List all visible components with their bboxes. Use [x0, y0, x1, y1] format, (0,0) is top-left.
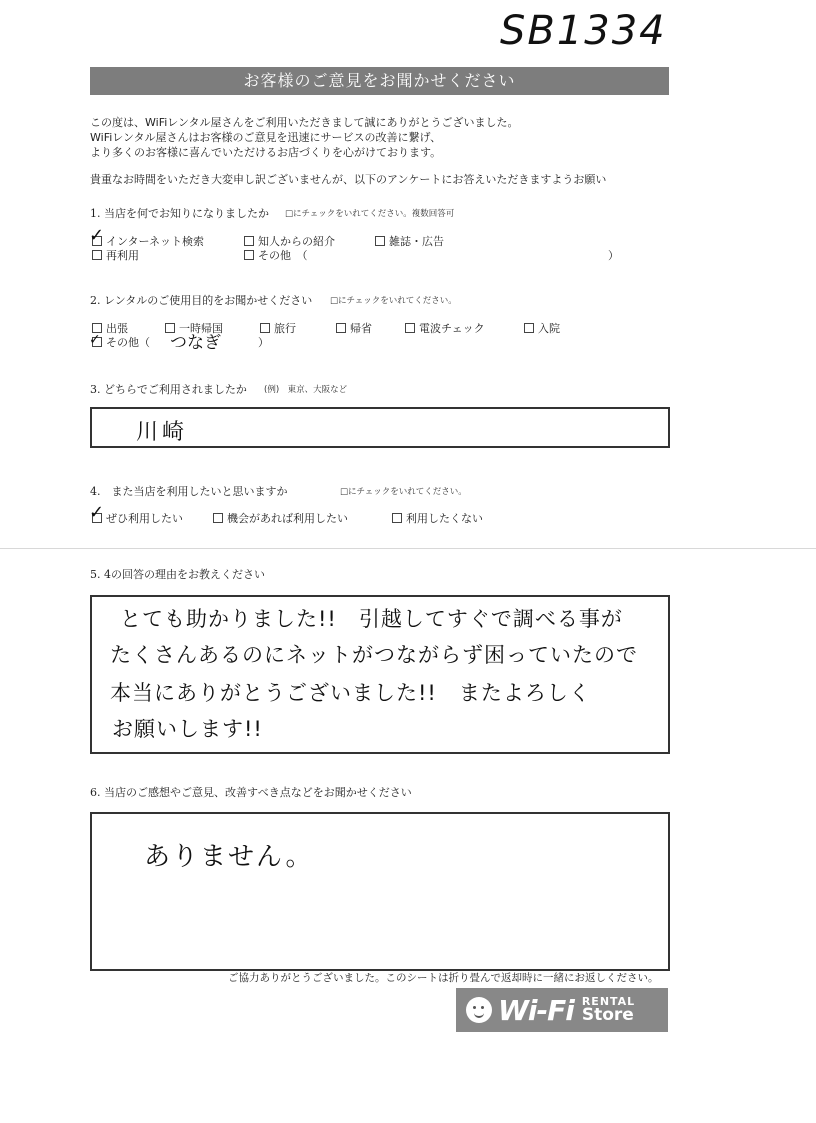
logo-rental-text: RENTAL [581, 995, 636, 1008]
page-title: お客様のご意見をお聞かせください [90, 67, 669, 95]
logo-store-text: Store [581, 1005, 634, 1025]
checkbox-checked[interactable] [89, 502, 105, 523]
footer-thanks: ご協力ありがとうございました。このシートは折り畳んで返却時に一緒にお返しください。 [228, 972, 659, 984]
q1-option-other[interactable] [244, 247, 308, 263]
q4-option-definitely[interactable] [89, 502, 183, 526]
q1-other-close: ） [608, 249, 619, 262]
q6-answer-box[interactable] [90, 812, 670, 971]
q5-answer-box[interactable] [90, 595, 670, 754]
checkbox-checked[interactable] [89, 225, 105, 246]
option-label: 旅行 [274, 322, 296, 335]
q2-label: 2. レンタルのご使用目的をお聞かせください [90, 294, 313, 307]
option-label: インターネット検索 [106, 235, 205, 248]
checkbox[interactable] [405, 323, 415, 333]
checkbox[interactable] [260, 323, 270, 333]
logo-main-text: Wi-Fi [498, 993, 574, 1027]
q3-example: (例) 東京、大阪など [264, 385, 348, 395]
checkbox[interactable] [244, 250, 254, 260]
intro-line-2: WiFiレンタル屋さんはお客様のご意見を迅速にサービスの改善に繋げ、 [90, 131, 442, 144]
q4-option-maybe[interactable] [213, 510, 348, 526]
checkbox[interactable] [524, 323, 534, 333]
q2-other-close: ） [258, 336, 269, 349]
q5-answer-line-3: 本当にありがとうございました!! またよろしく [110, 681, 591, 705]
option-label: 電波チェック [419, 322, 485, 335]
option-label: 雑誌・広告 [389, 235, 444, 248]
intro-line-3: より多くのお客様に喜んでいただけるお店づくりを心がけております。 [90, 146, 442, 159]
q1-option-reuse[interactable] [92, 247, 139, 263]
q5-label: 5. 4の回答の理由をお教えください [90, 568, 265, 581]
intro-line-4: 貴重なお時間をいただき大変申し訳ございませんが、以下のアンケートにお答えいただきますようお願い [90, 173, 607, 186]
option-label: 再利用 [106, 249, 139, 262]
option-label: 知人からの紹介 [258, 235, 335, 248]
option-label: ぜひ利用したい [106, 512, 183, 525]
checkbox-checked[interactable] [89, 332, 102, 348]
option-label: 利用したくない [406, 512, 483, 525]
q2-option-other[interactable] [89, 332, 150, 350]
check-mark-icon: ✓ [89, 332, 101, 348]
option-label: その他（ [106, 336, 150, 349]
q5-answer-line-2: たくさんあるのにネットがつながらず困っていたので [110, 643, 638, 667]
option-label: 機会があれば利用したい [227, 512, 348, 525]
fold-line [0, 548, 816, 549]
q4-note: □にチェックをいれてください。 [340, 487, 467, 497]
checkbox[interactable] [92, 250, 102, 260]
checkbox[interactable] [392, 513, 402, 523]
q2-note: □にチェックをいれてください。 [330, 296, 457, 306]
q3-label: 3. どちらでご利用されましたか [90, 383, 247, 396]
q6-label: 6. 当店のご感想やご意見、改善すべき点などをお聞かせください [90, 786, 412, 799]
q2-option-return-home[interactable] [336, 320, 372, 336]
q2-option-hospital[interactable] [524, 320, 560, 336]
q3-answer-box[interactable] [90, 407, 670, 448]
q1-option-magazine[interactable] [375, 233, 444, 249]
q3-answer: 川崎 [136, 420, 189, 445]
option-label: 帰省 [350, 322, 372, 335]
logo-sub [582, 996, 635, 1024]
option-label: 一時帰国 [179, 322, 223, 335]
q5-answer-line-1: とても助かりました!! 引越してすぐで調べる事が [120, 607, 623, 631]
q2-other-answer: つなぎ [170, 333, 221, 353]
q4-option-no[interactable] [392, 510, 483, 526]
option-label: その他 （ [258, 249, 308, 262]
brand-logo [456, 988, 668, 1032]
q5-answer-line-4: お願いします!! [112, 717, 263, 741]
option-label: 出張 [106, 322, 128, 335]
option-label: 入院 [538, 322, 560, 335]
logo-badge-icon [466, 997, 492, 1023]
checkbox[interactable] [375, 236, 385, 246]
check-mark-icon: ✓ [89, 502, 105, 523]
checkbox[interactable] [213, 513, 223, 523]
q6-answer: ありません。 [144, 842, 314, 872]
check-mark-icon: ✓ [89, 225, 105, 246]
checkbox[interactable] [244, 236, 254, 246]
q4-label: 4. また当店を利用したいと思いますか [90, 485, 288, 498]
q2-option-signal-check[interactable] [405, 320, 485, 336]
checkbox[interactable] [336, 323, 346, 333]
q1-label: 1. 当店を何でお知りになりましたか [90, 207, 269, 220]
q1-note: □にチェックをいれてください。複数回答可 [285, 209, 455, 219]
intro-line-1: この度は、WiFiレンタル屋さんをご利用いただきまして誠にありがとうございました。 [90, 116, 519, 129]
serial-number: SB1334 [500, 8, 667, 54]
